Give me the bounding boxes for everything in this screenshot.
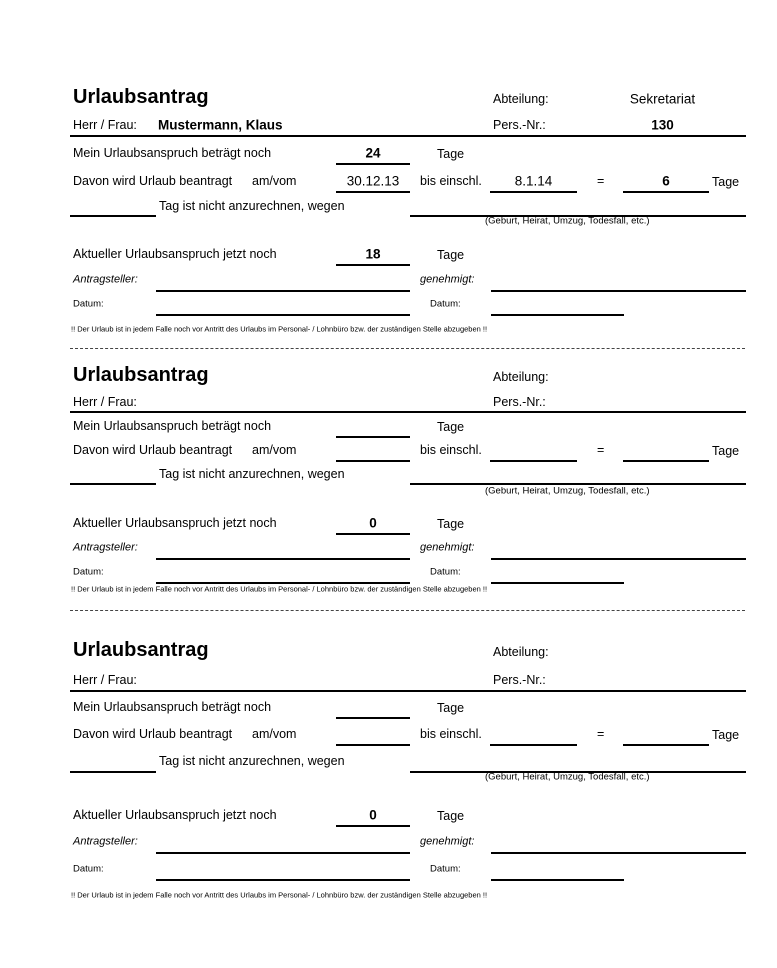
form-1-tage-line [623,191,709,193]
form-2-header-underline [70,411,746,413]
form-2-datum-label: Datum: [73,566,104,578]
form-3-nicht-anrechnen-count-line [70,771,156,773]
form-2-aktuell-label: Aktueller Urlaubsanspruch jetzt noch [73,515,277,530]
form-2-datum-genehmigt-label: Datum: [430,566,461,578]
form-2-gruende-hint: (Geburt, Heirat, Umzug, Todesfall, etc.) [485,485,650,497]
form-3-datum-line [156,879,410,881]
form-1-aktuell-tage-label: Tage [437,247,465,262]
form-1-nicht-anrechnen-count-line [70,215,156,217]
form-3-herr-frau-label: Herr / Frau: [73,672,137,687]
form-1-nicht-anrechnen-label: Tag ist nicht anzurechnen, wegen [159,198,345,213]
form-1-herr-frau-label: Herr / Frau: [73,117,137,132]
form-1-am-vom-line [336,191,410,193]
form-2-anspruch-tage-label: Tage [437,419,465,434]
form-1-anspruch-value[interactable]: 24 [365,145,381,161]
form-3-hinweis-text: !! Der Urlaub ist in jedem Falle noch vor Antritt des Urlaubs im Personal- / Lohnbüro bzw. der zuständigen Stelle abzugeben !! [71,890,488,900]
form-2-beantragt-label: Davon wird Urlaub beantragt [73,442,233,457]
form-3-aktuell-label: Aktueller Urlaubsanspruch jetzt noch [73,807,277,822]
form-1-datum-genehmigt-line [491,314,624,316]
form-2-abteilung-label: Abteilung: [493,369,549,384]
form-2-antragsteller-line [156,558,410,560]
form-2-title: Urlaubsantrag [73,364,209,386]
form-3-aktuell-value[interactable]: 0 [369,807,377,823]
form-3-genehmigt-line [491,852,746,854]
form-3-equals-sign: = [597,726,605,741]
form-3-pers-nr-label: Pers.-Nr.: [493,672,546,687]
form-1-anspruch-line [336,163,410,165]
form-2-datum-genehmigt-line [491,582,624,584]
form-3-am-vom-label: am/vom [252,726,297,741]
form-3-anspruch-tage-label: Tage [437,700,465,715]
form-3-abteilung-label: Abteilung: [493,644,549,659]
form-2-genehmigt-label: genehmigt: [420,541,475,554]
form-1-bis-line [490,191,577,193]
form-1-abteilung-value[interactable]: Sekretariat [629,91,696,107]
cut-line-2 [70,610,745,611]
form-1-aktuell-value[interactable]: 18 [365,246,381,262]
form-1-pers-nr-value[interactable]: 130 [651,117,674,133]
form-1-bis-einschl-label: bis einschl. [420,173,482,188]
form-1-title: Urlaubsantrag [73,86,209,108]
form-3-am-vom-line [336,744,410,746]
form-1-tage-label: Tage [712,174,740,189]
form-3-datum-genehmigt-line [491,879,624,881]
form-1-am-vom-value[interactable]: 30.12.13 [346,173,400,189]
form-2-aktuell-line [336,533,410,535]
form-2-am-vom-label: am/vom [252,442,297,457]
form-2-am-vom-line [336,460,410,462]
form-3-nicht-anrechnen-label: Tag ist nicht anzurechnen, wegen [159,753,345,768]
form-2-antragsteller-label: Antragsteller: [73,541,138,554]
cut-line-1 [70,348,745,349]
form-2-bis-einschl-label: bis einschl. [420,442,482,457]
form-3-aktuell-tage-label: Tage [437,808,465,823]
form-1-anspruch-tage-label: Tage [437,146,465,161]
form-1-genehmigt-line [491,290,746,292]
form-3-genehmigt-label: genehmigt: [420,835,475,848]
form-2-hinweis-text: !! Der Urlaub ist in jedem Falle noch vor Antritt des Urlaubs im Personal- / Lohnbüro bzw. der zuständigen Stelle abzugeben !! [71,584,488,594]
form-3-tage-line [623,744,709,746]
form-3-datum-label: Datum: [73,863,104,875]
form-1-genehmigt-label: genehmigt: [420,273,475,286]
form-3-anspruch-label: Mein Urlaubsanspruch beträgt noch [73,699,272,714]
form-2-anspruch-label: Mein Urlaubsanspruch beträgt noch [73,418,272,433]
form-2-genehmigt-line [491,558,746,560]
form-2-herr-frau-label: Herr / Frau: [73,394,137,409]
form-1-abteilung-label: Abteilung: [493,91,549,106]
form-1-beantragt-label: Davon wird Urlaub beantragt [73,173,233,188]
form-2-aktuell-value[interactable]: 0 [369,515,377,531]
form-1-pers-nr-label: Pers.-Nr.: [493,117,546,132]
form-1-name-value[interactable]: Mustermann, Klaus [158,117,283,133]
form-3-title: Urlaubsantrag [73,639,209,661]
form-3-anspruch-line [336,717,410,719]
form-2-aktuell-tage-label: Tage [437,516,465,531]
form-1-am-vom-label: am/vom [252,173,297,188]
form-3-aktuell-line [336,825,410,827]
form-2-anspruch-line [336,436,410,438]
form-3-beantragt-label: Davon wird Urlaub beantragt [73,726,233,741]
form-2-nicht-anrechnen-count-line [70,483,156,485]
form-1-datum-line [156,314,410,316]
form-1-aktuell-label: Aktueller Urlaubsanspruch jetzt noch [73,246,277,261]
form-3-bis-line [490,744,577,746]
form-2-bis-line [490,460,577,462]
form-3-antragsteller-label: Antragsteller: [73,835,138,848]
form-3-bis-einschl-label: bis einschl. [420,726,482,741]
form-1-datum-label: Datum: [73,298,104,310]
form-1-hinweis-text: !! Der Urlaub ist in jedem Falle noch vor Antritt des Urlaubs im Personal- / Lohnbüro bzw. der zuständigen Stelle abzugeben !! [71,324,488,334]
form-2-tage-label: Tage [712,443,740,458]
form-2-pers-nr-label: Pers.-Nr.: [493,394,546,409]
form-3-antragsteller-line [156,852,410,854]
form-2-equals-sign: = [597,442,605,457]
form-2-tage-line [623,460,709,462]
form-3-datum-genehmigt-label: Datum: [430,863,461,875]
form-2-nicht-anrechnen-label: Tag ist nicht anzurechnen, wegen [159,466,345,481]
form-3-gruende-hint: (Geburt, Heirat, Umzug, Todesfall, etc.) [485,771,650,783]
form-1-anspruch-label: Mein Urlaubsanspruch beträgt noch [73,145,272,160]
form-3-tage-label: Tage [712,727,740,742]
form-1-antragsteller-label: Antragsteller: [73,273,138,286]
form-1-bis-value[interactable]: 8.1.14 [514,173,553,189]
form-1-antragsteller-line [156,290,410,292]
form-1-tage-value[interactable]: 6 [662,173,670,189]
form-1-equals-sign: = [597,173,605,188]
form-3-header-underline [70,690,746,692]
form-1-gruende-hint: (Geburt, Heirat, Umzug, Todesfall, etc.) [485,215,650,227]
form-1-datum-genehmigt-label: Datum: [430,298,461,310]
form-1-aktuell-line [336,264,410,266]
form-1-header-underline [70,135,746,137]
